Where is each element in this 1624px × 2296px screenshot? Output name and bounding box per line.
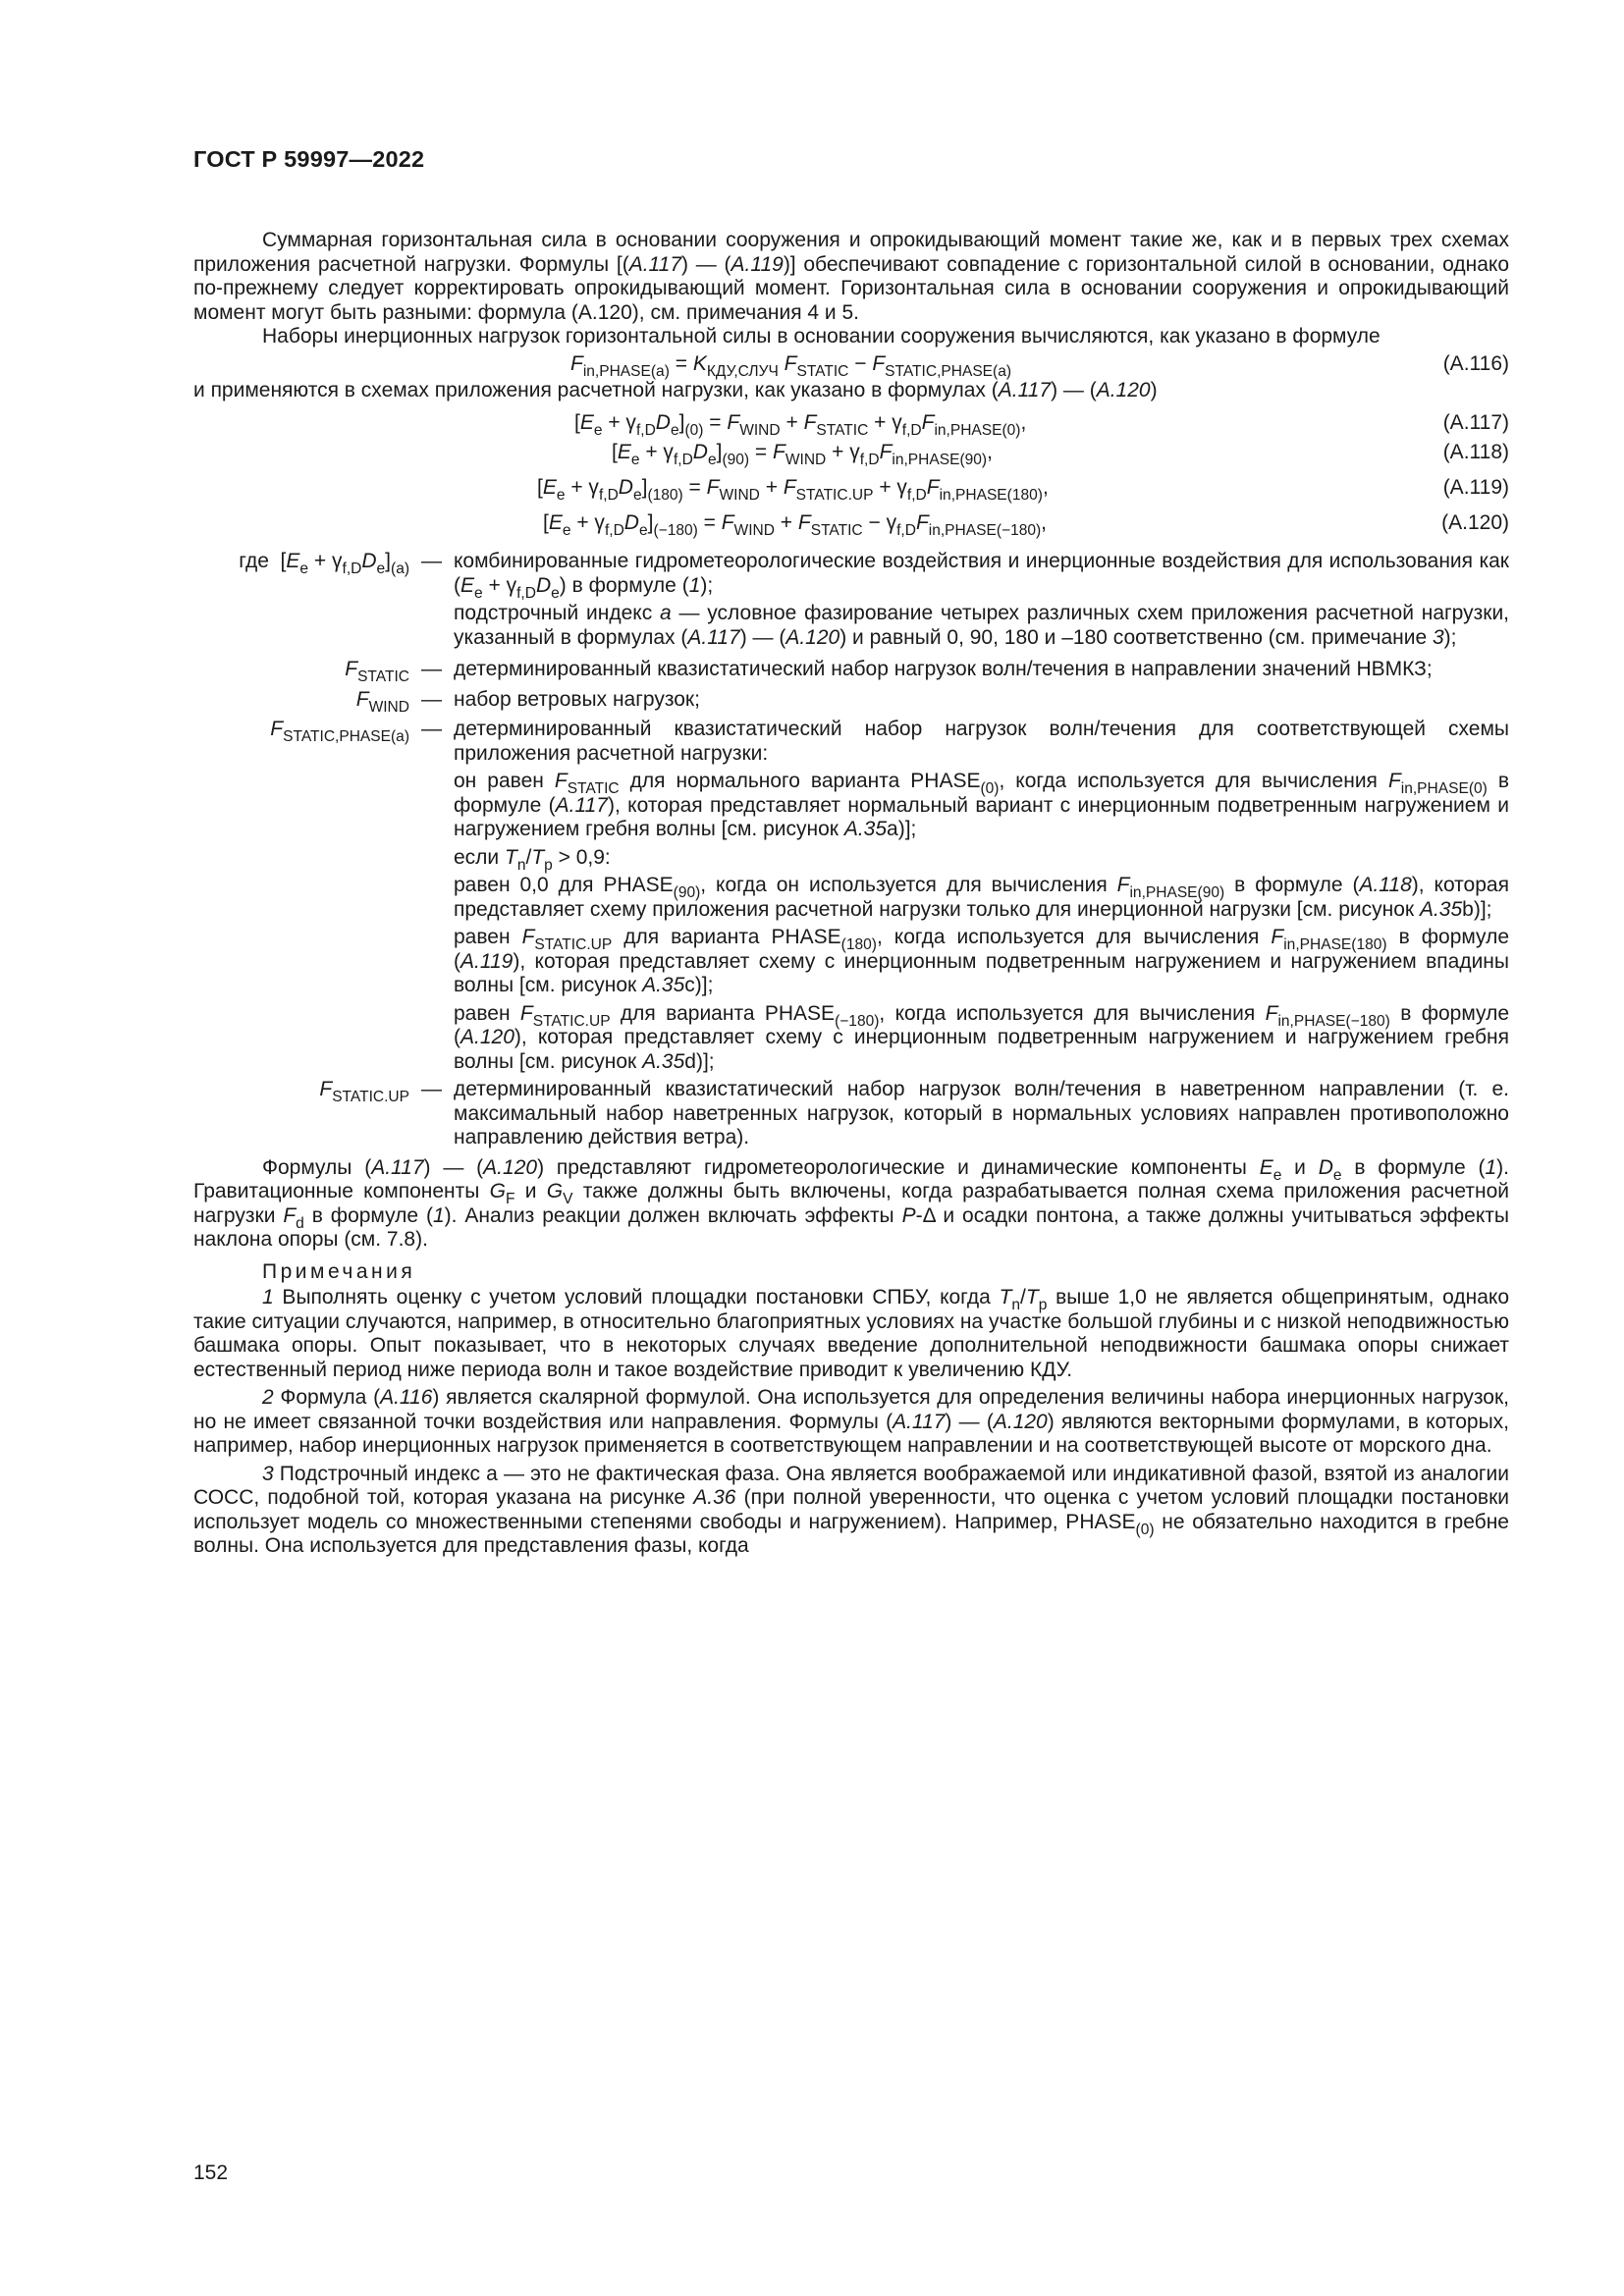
definition-term: $F_{STATIC,PHASE(a)}$ [270, 718, 409, 745]
definition-term: $F_{STATIC}$ [345, 658, 409, 685]
definition-item: $F_{STATIC,PHASE(a)}$ — детерминированный квазистатический набор нагрузок волн/течения для соответствующей схемы приложения расчетной нагрузки: он равен $F_{STATIC}$ для нормального варианта $PHASE_{(0)}$, когда используется для вычисления $F_{in,PHASE(0)}$ в формуле (A.117), которая представляет нормальный вариант с инерционным подветренным нагружением и нагружением гребня волны [см. рисунок A.35a)]; если $T_n/T_p > 0,9$: равен 0,0 для $PHASE_{(90)}$, когда он используется для вычисления $F_{in,PHASE(90)}$ в формуле (A.118), которая представляет схему приложения расчетной нагрузки только для инерционной нагрузки [см. рисунок A.35b)]; равен $F_{STATIC.UP}$ для варианта $PHASE_{(180)}$, когда используется для вычисления $F_{in,PHASE(180)}$ в формуле (A.119), которая представляет схему с инерционным подветренным нагружением и нагружением впадины волны [см. рисунок A.35c)]; равен $F_{STATIC.UP}$ для варианта $PHASE_{(-180)}$, когда используется для вычисления $F_{in,PHASE(-180)}$ в формуле (A.120), которая представляет схему с инерционным подветренным нагружением и нагружением гребня волны [см. рисунок A.35d)]; [193, 718, 1509, 1078]
definition-item: $F_{WIND}$ — набор ветровых нагрузок; [193, 688, 1509, 713]
page-number: 152 [193, 2162, 229, 2184]
note-1: 1 Выполнять оценку с учетом условий площадки постановки СПБУ, когда $T_n/T_p$ выше 1,0 не является общепринятым, однако такие ситуации случаются, например, в относительно благоприятных условиях на участке большой глубины и с низкой неподвижностью башмака опоры. Опыт показывает, что в некоторых случаях введение дополнительной неподвижности башмака опоры снижает естественный период ниже периода волн и такое воздействие приводит к увеличению КДУ. [193, 1286, 1509, 1381]
definition-term: $F_{WIND}$ [355, 687, 409, 716]
definition-item: $F_{STATIC}$ — детерминированный квазистатический набор нагрузок волн/течения в направлении значений НВМКЗ; [193, 658, 1509, 682]
formula-a119: $[E_e + \gamma_{f,D}D_e]_{(180)} = F_{WIND} + F_{STATIC.UP} + \gamma_{f,D}F_{in,PHASE(180)}$, (A.119) [193, 473, 1509, 503]
body-text [193, 229, 1509, 1559]
note-2: 2 Формула (A.116) является скалярной формулой. Она используется для определения величины набора инерционных нагрузок, но не имеет связанной точки воздействия или направления. Формулы (A.117) — (A.120) являются векторными формулами, в которых, например, набор инерционных нагрузок применяется в соответствующем направлении и на соответствующей высоте от морского дна. [193, 1386, 1509, 1457]
formula-a120: $[E_e + \gamma_{f,D}D_e]_{(-180)} = F_{WIND} + F_{STATIC} - \gamma_{f,D}F_{in,PHASE(-180)}$, (A.120) [193, 508, 1509, 538]
paragraph-1: Суммарная горизонтальная сила в основании сооружения и опрокидывающий момент такие же, как и в первых трех схемах приложения расчетной нагрузки. Формулы [(A.117) — (A.119)] обеспечивают совпадение с горизонтальной силой в основании, однако по-прежнему следует корректировать опрокидывающий момент. Горизонтальная сила в основании сооружения и опрокидывающий момент могут быть разными: формула (А.120), см. примечания 4 и 5. [193, 229, 1510, 324]
formula-number: (A.118) [1442, 441, 1509, 463]
definition-item: где $[E_e + \gamma_{f,D}D_e]_{(a)}$ — комбинированные гидрометеорологические воздействия и инерционные воздействия для использования как $(E_e + \gamma_{f,D}D_e)$ в формуле (1); подстрочный индекс a — условное фазирование четырех различных схем приложения расчетной нагрузки, указанный в формулах (A.117) — (A.120) и равный 0, 90, 180 и –180 соответственно (см. примечание 3); [193, 550, 1509, 654]
notes-title: Примечания [262, 1259, 416, 1283]
formula-a118: $[E_e + \gamma_{f,D}D_e]_{(90)} = F_{WIND} + \gamma_{f,D}F_{in,PHASE(90)}$, (A.118) [193, 438, 1509, 467]
formula-a117: $[E_e + \gamma_{f,D}D_e]_{(0)} = F_{WIND} + F_{STATIC} + \gamma_{f,D}F_{in,PHASE(0)}$, (A.117) [193, 408, 1509, 438]
formula-number: (A.116) [1442, 351, 1509, 375]
formula-a116: $F_{in,PHASE(a)} = K_{КДУ,СЛУЧ}$ $F_{STATIC} - F_{STATIC,PHASE(a)}$ (A.116) [193, 349, 1509, 379]
definitions-list [193, 550, 1509, 1150]
paragraph-2: Наборы инерционных нагрузок горизонтальной силы в основании сооружения вычисляются, как указано в формуле [262, 325, 1380, 347]
document-header: ГОСТ Р 59997—2022 [193, 146, 425, 172]
formula-number: (A.119) [1442, 476, 1509, 499]
note-3: 3 Подстрочный индекс а — это не фактическая фаза. Она является воображаемой или индикативной фазой, взятой из аналогии СОСС, подобной той, которая указана на рисунке A.36 (при полной уверенности, что оценка с учетом условий площадки постановки использует модель со множественными степенями свободы и нагружением). Например, $PHASE_{(0)}$ не обязательно находится в гребне волны. Она используется для представления фазы, когда [193, 1462, 1509, 1557]
paragraph-3: и применяются в схемах приложения расчетной нагрузки, как указано в формулах (A.117) — (A.120) [193, 378, 1158, 401]
formula-number: (A.120) [1441, 511, 1509, 534]
definition-term: где $[E_e + \gamma_{f,D}D_e]_{(a)}$ [239, 550, 409, 577]
paragraph-4: Формулы (A.117) — (A.120) представляют гидрометеорологические и динамические компоненты $E_e$ и $D_e$ в формуле (1). Гравитационные компоненты $G_F$ и $G_V$ также должны быть включены, когда разрабатывается полная схема приложения расчетной нагрузки $F_d$ в формуле (1). Анализ реакции должен включать эффекты P-Δ и осадки понтона, а также должны учитываться эффекты наклона опоры (см. 7.8). [193, 1155, 1510, 1251]
formula-number: (A.117) [1442, 411, 1509, 434]
definition-term: $F_{STATIC.UP}$ [319, 1078, 409, 1105]
definition-item: $F_{STATIC.UP}$ — детерминированный квазистатический набор нагрузок волн/течения в наветренном направлении (т. е. максимальный набор наветренных нагрузок, который в нормальных условиях направлен противоположно направлению действия ветра). [193, 1078, 1509, 1150]
